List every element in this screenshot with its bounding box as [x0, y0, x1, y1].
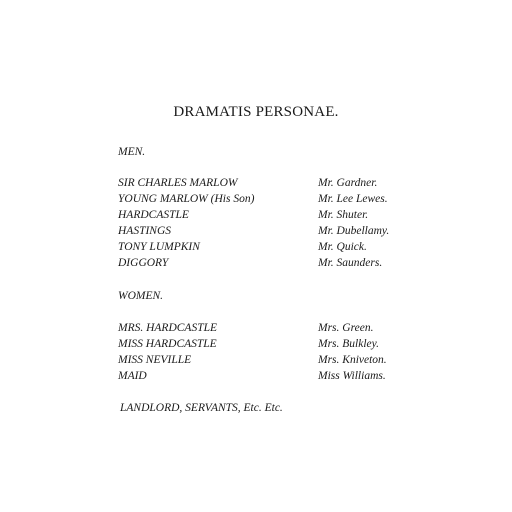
actor-name: Miss Williams.: [318, 370, 386, 382]
cast-row: [118, 209, 512, 225]
cast-row: [118, 193, 512, 209]
role-name: DIGGORY: [118, 257, 169, 269]
cast-row: [118, 322, 512, 338]
actor-name: Mr. Dubellamy.: [318, 225, 390, 237]
role-name: MRS. HARDCASTLE: [118, 322, 218, 334]
role-name: MISS NEVILLE: [118, 354, 192, 366]
actor-name: Mrs. Kniveton.: [318, 354, 387, 366]
actor-name: Mrs. Bulkley.: [318, 338, 379, 350]
cast-row: [118, 354, 512, 370]
page-title: DRAMATIS PERSONAE.: [173, 104, 339, 120]
cast-row: [118, 370, 512, 386]
cast-row: [118, 257, 512, 273]
cast-row: [118, 338, 512, 354]
cast-row: [118, 225, 512, 241]
actor-name: Mr. Lee Lewes.: [318, 193, 388, 205]
section-heading-women: WOMEN.: [118, 290, 164, 302]
cast-row: [118, 241, 512, 257]
role-name: YOUNG MARLOW (His Son): [118, 193, 255, 205]
cast-row: [118, 177, 512, 193]
footer-note: LANDLORD, SERVANTS, Etc. Etc.: [120, 402, 283, 414]
actor-name: Mr. Gardner.: [318, 177, 378, 189]
actor-name: Mr. Quick.: [318, 241, 367, 253]
actor-name: Mrs. Green.: [318, 322, 374, 334]
role-name: MAID: [118, 370, 147, 382]
role-name: MISS HARDCASTLE: [118, 338, 217, 350]
actor-name: Mr. Shuter.: [318, 209, 369, 221]
role-name: HARDCASTLE: [118, 209, 189, 221]
section-heading-men: MEN.: [118, 146, 146, 158]
role-name: SIR CHARLES MARLOW: [118, 177, 238, 189]
actor-name: Mr. Saunders.: [318, 257, 383, 269]
role-name: HASTINGS: [118, 225, 172, 237]
role-name: TONY LUMPKIN: [118, 241, 200, 253]
